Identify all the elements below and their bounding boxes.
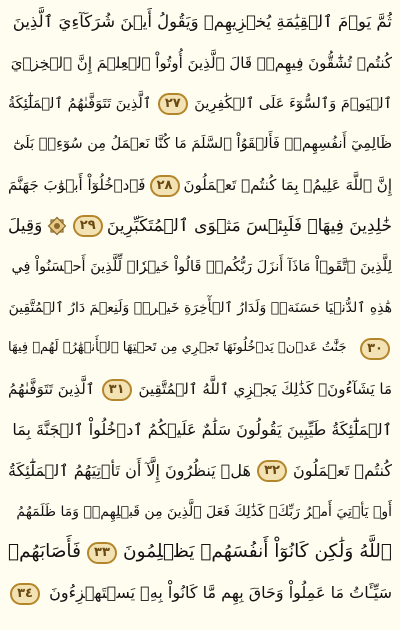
- verse-text: هَلۡ يَنظُرُونَ إِلَّآ أَن تَأۡتِيَهُمُ ٱلۡمَلَٰٓئِكَةُ: [8, 460, 251, 480]
- verse-text: ٱلَّذِينَ تَتَوَفَّىٰهُمُ ٱلۡمَلَٰٓئِكَةُ: [8, 95, 152, 112]
- verse-text: كُنتُمۡ تُشَٰٓقُّونَ فِيهِمۡۚ قَالَ ٱلَّذِينَ أُوتُواْ ٱلۡعِلۡمَ إِنَّ ٱلۡخِزۡيَ: [10, 53, 392, 72]
- text-line: [8, 124, 392, 165]
- text-line: [8, 43, 392, 84]
- verse-text: فَأَصَابَهُمۡ: [8, 541, 81, 563]
- verse-text: ظَالِمِيٓ أَنفُسِهِمۡۖ فَأَلۡقَوُاْ ٱلسَّلَمَ مَا كُنَّا نَعۡمَلُ مِن سُوٓءِۭۚ بَلَىٰٓ: [13, 136, 392, 153]
- verse-text: لِلَّذِينَ ٱتَّقَوۡاْ مَاذَآ أَنزَلَ رَبُّكُمۡۚ قَالُواْ خَيۡرٗاۗ لِّلَّذِينَ أَحۡسَنُواْ فِي: [11, 258, 392, 275]
- text-line: [8, 369, 392, 410]
- verse-text: وَقِيلَ: [8, 215, 43, 236]
- ayah-number-marker: ٣٣: [87, 542, 117, 564]
- verse-text: إِنَّ ٱللَّهَ عَلِيمُۢ بِمَا كُنتُمۡ تَعۡمَلُونَ: [183, 176, 392, 195]
- text-line: [8, 247, 392, 288]
- verse-text: فَٱدۡخُلُوٓاْ أَبۡوَٰبَ جَهَنَّمَ: [8, 176, 146, 195]
- verse-text: ٱلۡمَلَٰٓئِكَةُ طَيِّبِينَ يَقُولُونَ سَلَٰمٌ عَلَيۡكُمُ ٱدۡخُلُواْ ٱلۡجَنَّةَ بِمَا: [12, 419, 392, 439]
- text-line: [8, 573, 392, 614]
- verse-text: ٱللَّهُ وَلَٰكِن كَانُوٓاْ أَنفُسَهُمۡ يَظۡلِمُونَ: [123, 541, 392, 563]
- text-line: [8, 2, 392, 43]
- text-line: [8, 328, 392, 369]
- verse-text: سَيِّـَٔاتُ مَا عَمِلُواْ وَحَاقَ بِهِم مَّا كَانُواْ بِهِۦ يَسۡتَهۡزِءُونَ: [49, 583, 392, 603]
- verse-text: ثُمَّ يَوۡمَ ٱلۡقِيَٰمَةِ يُخۡزِيهِمۡ وَيَقُولُ أَيۡنَ شُرَكَآءِيَ ٱلَّذِينَ: [12, 12, 392, 31]
- ayah-number-marker: ٢٩: [73, 215, 103, 237]
- ayah-number-marker: ٣٠: [360, 338, 390, 360]
- hizb-quarter-icon: [47, 216, 67, 236]
- ayah-number-marker: ٢٨: [150, 175, 180, 197]
- ayah-number-marker: ٢٧: [158, 93, 188, 115]
- text-line: [8, 492, 392, 533]
- text-line: [8, 206, 392, 247]
- text-line: [8, 410, 392, 451]
- text-line: [8, 532, 392, 573]
- ayah-number-marker: ٣٢: [257, 460, 287, 482]
- verse-text: ٱلَّذِينَ تَتَوَفَّىٰهُمُ: [8, 380, 95, 399]
- text-line: [8, 165, 392, 206]
- ayah-number-marker: ٣٤: [10, 583, 40, 605]
- verse-text: ٱلۡيَوۡمَ وَٱلسُّوٓءَ عَلَى ٱلۡكَٰفِرِينَ: [194, 95, 392, 112]
- text-line: [8, 84, 392, 125]
- verse-text: جَنَّٰتُ عَدۡنٖ يَدۡخُلُونَهَا تَجۡرِي مِن تَحۡتِهَا ٱلۡأَنۡهَٰرُۖ لَهُمۡ فِيهَا: [8, 340, 347, 356]
- verse-text: هَٰذِهِ ٱلدُّنۡيَا حَسَنَةٞۚ وَلَدَارُ ٱلۡأٓخِرَةِ خَيۡرٞۚ وَلَنِعۡمَ دَارُ ٱلۡمُتَّقِينَ: [8, 299, 392, 316]
- text-line: [8, 451, 392, 492]
- verse-text: مَا يَشَآءُونَۚ كَذَٰلِكَ يَجۡزِي ٱللَّهُ ٱلۡمُتَّقِينَ: [138, 380, 392, 399]
- verse-text: كُنتُمۡ تَعۡمَلُونَ: [293, 460, 392, 480]
- verse-text: خَٰلِدِينَ فِيهَاۖ فَلَبِئۡسَ مَثۡوَى ٱلۡمُتَكَبِّرِينَ: [106, 215, 392, 236]
- verse-text: أَوۡ يَأۡتِيَ أَمۡرُ رَبِّكَۚ كَذَٰلِكَ فَعَلَ ٱلَّذِينَ مِن قَبۡلِهِمۡۚ وَمَا ظَلَمَهُمُ: [16, 503, 392, 520]
- ayah-number-marker: ٣١: [102, 379, 132, 401]
- text-line: [8, 288, 392, 329]
